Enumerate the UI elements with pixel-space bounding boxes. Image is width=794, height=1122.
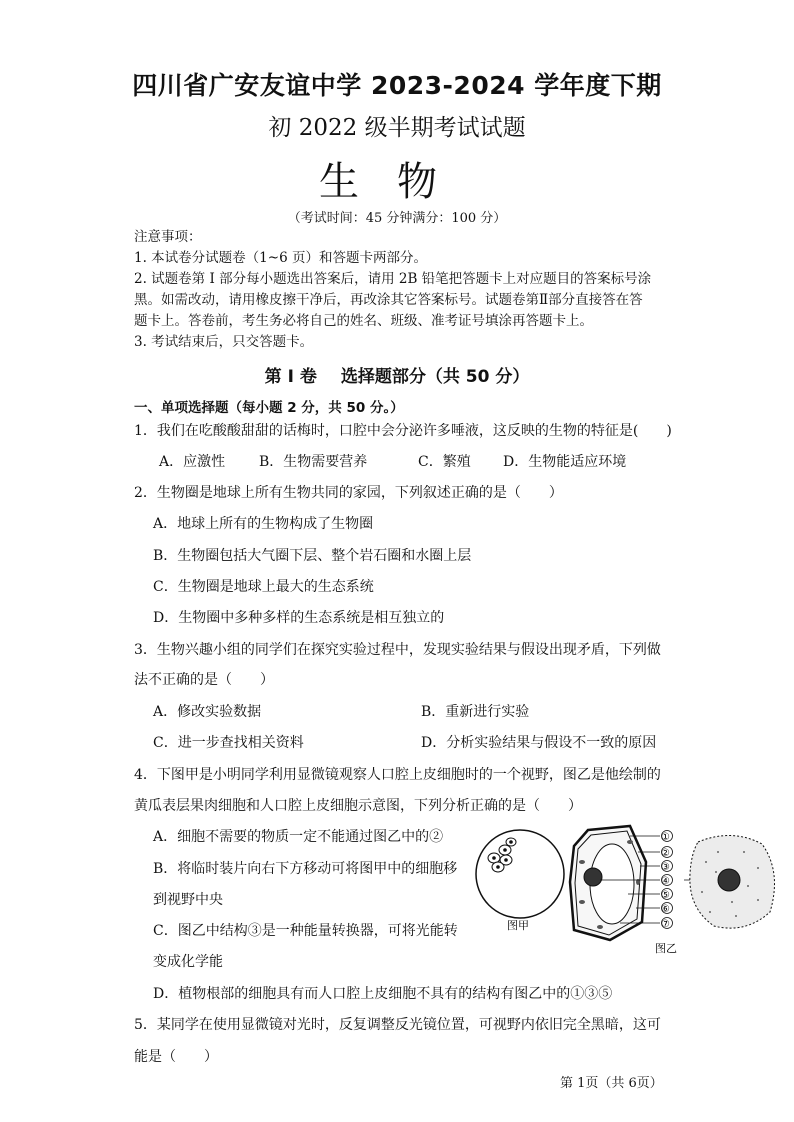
structure-label-3: ③	[661, 862, 670, 873]
school-title: 四川省广安友谊中学 2023-2024 学年度下期	[132, 71, 662, 100]
question-3-stem-cont: 法不正确的是（ ）	[134, 672, 274, 688]
structure-label-1: ①	[661, 832, 670, 843]
question-5-stem: 5．某同学在使用显微镜对光时，反复调整反光镜位置，可视野内依旧完全黑暗，这可	[134, 1017, 661, 1033]
q3-option-c: C．进一步查找相关资料	[153, 735, 304, 751]
section-heading	[0, 362, 794, 387]
question-5-stem-cont: 能是（ ）	[134, 1049, 218, 1065]
q1-option-a: A．应激性	[159, 454, 226, 470]
question-2-stem: 2．生物圈是地球上所有生物共同的家园，下列叙述正确的是（ ）	[134, 485, 563, 501]
q2-option-a: A．地球上所有的生物构成了生物圈	[153, 516, 374, 532]
figure-jia-field	[476, 830, 564, 918]
q2-option-c: C．生物圈是地球上最大的生态系统	[153, 579, 374, 595]
structure-label-6: ⑥	[661, 904, 670, 915]
structure-label-4: ④	[661, 876, 670, 887]
structure-label-2: ②	[661, 848, 670, 859]
q4-option-c: C．图乙中结构③是一种能量转换器，可将光能转	[153, 923, 458, 939]
q4-option-a: A．细胞不需要的物质一定不能通过图乙中的②	[153, 829, 444, 845]
q3-option-b: B．重新进行实验	[421, 704, 530, 720]
q4-option-b: B．将临时装片向右下方移动可将图甲中的细胞移	[153, 861, 458, 877]
cheek-cells-cluster	[488, 838, 516, 872]
exam-title: 初 2022 级半期考试试题	[268, 115, 526, 141]
structure-number-labels	[661, 831, 673, 931]
question-3-stem: 3．生物兴趣小组的同学们在探究实验过程中，发现实验结果与假设出现矛盾，下列做	[134, 642, 661, 658]
q2-option-b: B．生物圈包括大气圈下层、整个岩石圈和水圈上层	[153, 548, 472, 564]
question-4-stem-cont: 黄瓜表层果肉细胞和人口腔上皮细胞示意图，下列分析正确的是（ ）	[134, 798, 582, 814]
question-1-stem: 1．我们在吃酸酸甜甜的话梅时，口腔中会分泌许多唾液，这反映的生物的特征是( )	[134, 423, 672, 439]
question-group-heading: 一、单项选择题（每小题 2 分，共 50 分。）	[134, 400, 404, 416]
q3-option-a: A．修改实验数据	[153, 704, 262, 720]
page-number-footer: 第 1页（共 6页）	[560, 1076, 663, 1091]
structure-label-7: ⑦	[661, 919, 670, 930]
q3-option-d: D．分析实验结果与假设不一致的原因	[421, 735, 657, 751]
exam-time-info: （考试时间：45 分钟满分：100 分）	[287, 211, 507, 226]
q4-option-b-cont: 到视野中央	[153, 892, 223, 908]
q1-option-b: B．生物需要营养	[259, 454, 368, 470]
note-line: 1. 本试卷分试题卷（1~6 页）和答题卡两部分。	[134, 250, 427, 266]
subject-title: 生物	[319, 159, 475, 205]
q4-option-c-cont: 变成化学能	[153, 954, 223, 970]
q1-option-d: D．生物能适应环境	[503, 454, 627, 470]
q4-figures	[470, 822, 790, 962]
figure-jia-label: 图甲	[507, 919, 529, 932]
note-line: 题卡上。答卷前，考生务必将自己的姓名、班级、准考证号填涂再答题卡上。	[134, 313, 593, 329]
question-4-stem: 4．下图甲是小明同学利用显微镜观察人口腔上皮细胞时的一个视野，图乙是他绘制的	[134, 767, 661, 783]
note-line: 3. 考试结束后，只交答题卡。	[134, 334, 314, 350]
animal-cell	[690, 835, 775, 928]
q1-option-c: C．繁殖	[418, 454, 471, 470]
notes-heading: 注意事项：	[134, 229, 202, 245]
q4-option-d: D．植物根部的细胞具有而人口腔上皮细胞不具有的结构有图乙中的①③⑤	[153, 986, 613, 1002]
q2-option-d: D．生物圈中多种多样的生态系统是相互独立的	[153, 610, 445, 626]
note-line: 黑。如需改动，请用橡皮擦干净后，再改涂其它答案标号。试题卷第Ⅱ部分直接答在答	[134, 292, 643, 308]
figure-yi-label: 图乙	[655, 942, 677, 955]
note-line: 2. 试题卷第 I 部分每小题选出答案后，请用 2B 铅笔把答题卡上对应题目的答案标号涂	[134, 271, 652, 287]
section-part: 第 I 卷	[264, 367, 317, 387]
section-title: 选择题部分（共 50 分）	[340, 367, 530, 387]
structure-label-5: ⑤	[661, 890, 670, 901]
